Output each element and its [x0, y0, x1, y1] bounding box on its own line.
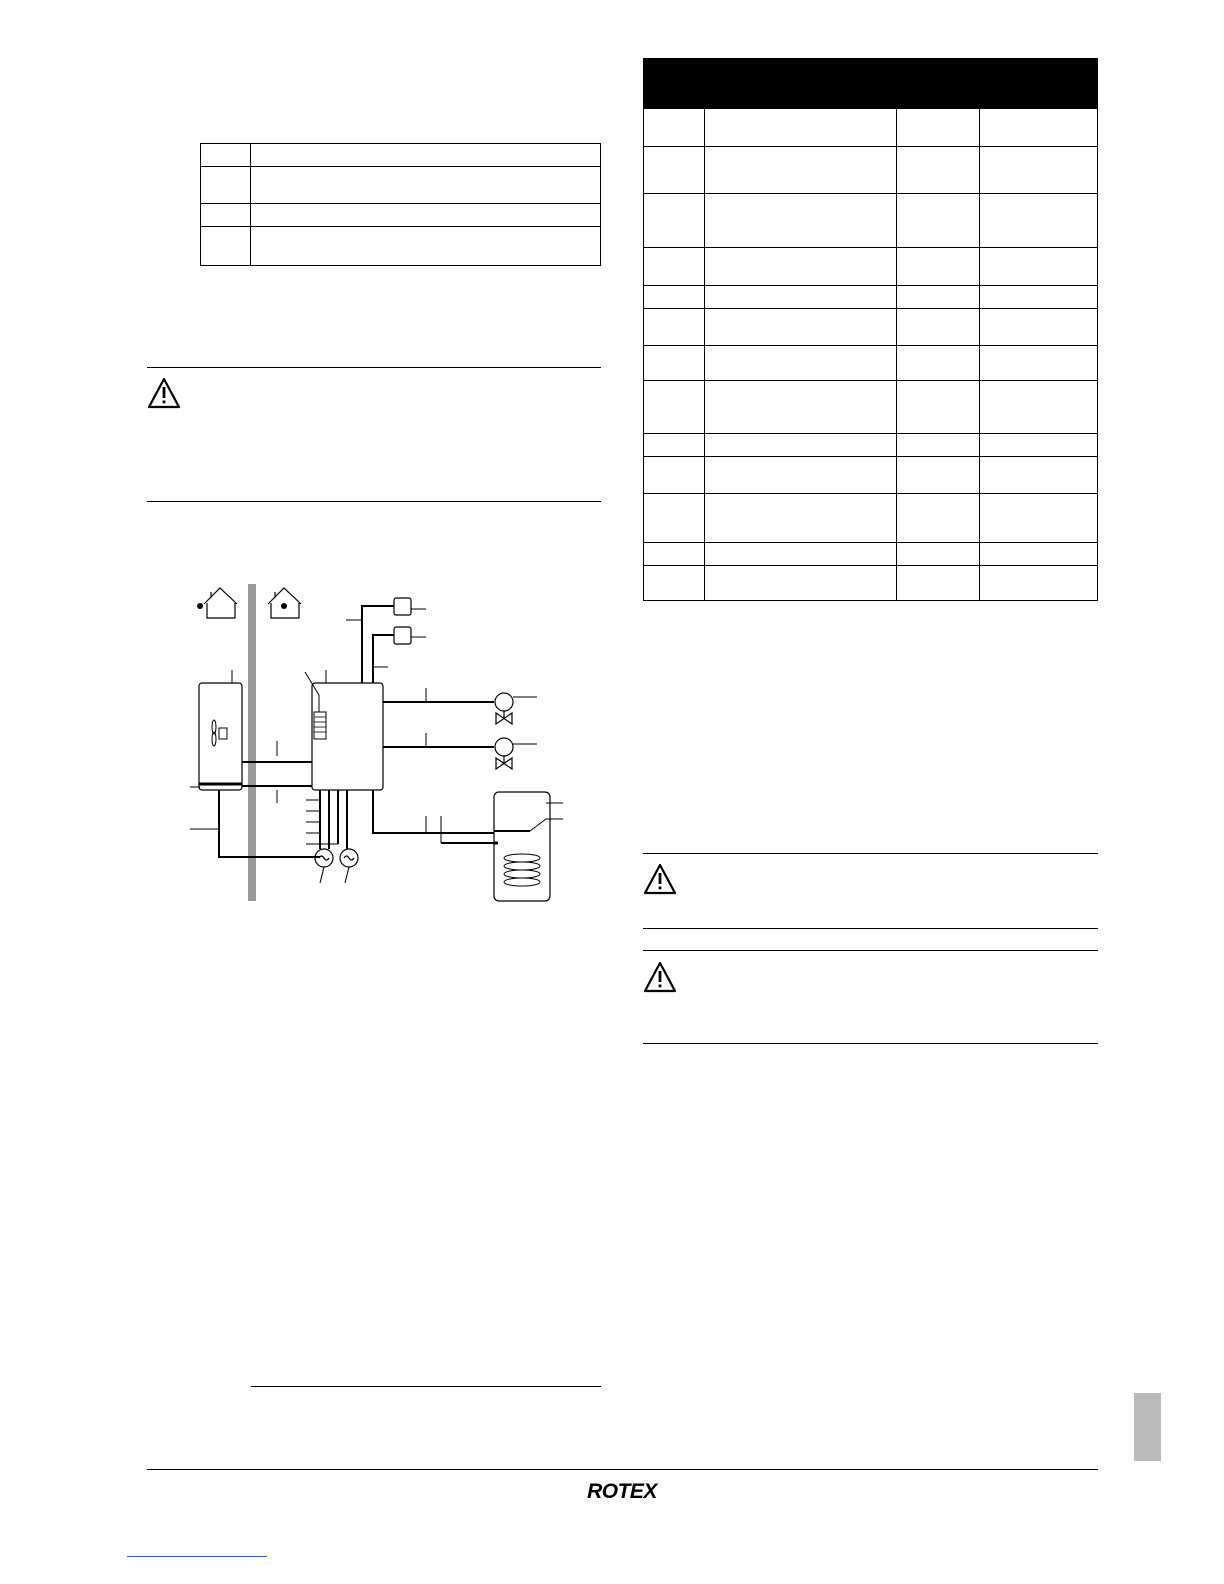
svg-text:ROTEX: ROTEX [587, 1480, 657, 1502]
warning-icon [643, 961, 677, 993]
chapter-tab-marker [1134, 1393, 1161, 1461]
warning-divider-top [643, 950, 1098, 951]
legend-table [200, 143, 601, 266]
system-diagram [185, 580, 565, 905]
warning-divider-top [643, 853, 1098, 854]
footer-rule [147, 1469, 1098, 1470]
spec-table-header [644, 59, 1098, 109]
warning-divider-top [147, 367, 601, 368]
footnote-rule [251, 1386, 601, 1387]
warning-divider-bottom [643, 1043, 1098, 1044]
warning-divider-bottom [147, 501, 601, 502]
warning-icon [643, 863, 677, 895]
warning-icon [147, 377, 181, 409]
spec-table [643, 58, 1098, 601]
warning-divider-bottom [643, 928, 1098, 929]
link-underline [127, 1556, 267, 1557]
rotex-logo [585, 1480, 659, 1502]
